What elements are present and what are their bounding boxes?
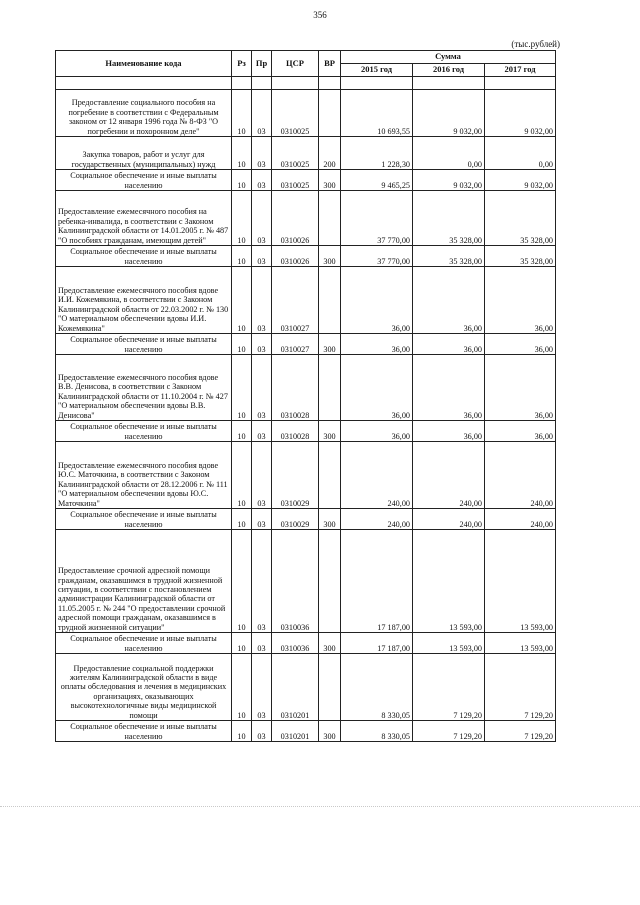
row-vr: 200 xyxy=(319,137,341,170)
row-pr: 03 xyxy=(252,633,272,654)
row-vr xyxy=(319,355,341,421)
row-vr xyxy=(319,267,341,334)
row-vr xyxy=(319,90,341,137)
row-vr: 300 xyxy=(319,721,341,742)
row-name: Социальное обеспечение и иные выплаты населению xyxy=(56,421,232,442)
table-row xyxy=(56,267,556,334)
table-row xyxy=(56,421,556,442)
row-2016: 0,00 xyxy=(413,137,485,170)
table-row xyxy=(56,721,556,742)
row-vr xyxy=(319,191,341,246)
row-name: Предоставление ежемесячного пособия вдове Ю.С. Маточкина, в соответствии с Законом Калининградской области от 28.12.2006 г. № 111 "О материальном обеспечении вдовы Ю.С. Маточкина" xyxy=(56,442,232,509)
row-2016: 240,00 xyxy=(413,509,485,530)
row-2015: 17 187,00 xyxy=(341,530,413,633)
row-2015: 37 770,00 xyxy=(341,191,413,246)
row-vr xyxy=(319,442,341,509)
row-2017: 7 129,20 xyxy=(485,721,556,742)
row-vr xyxy=(319,530,341,633)
table-row xyxy=(56,90,556,137)
row-pr: 03 xyxy=(252,654,272,721)
row-2016: 13 593,00 xyxy=(413,633,485,654)
row-pr: 03 xyxy=(252,421,272,442)
row-name: Социальное обеспечение и иные выплаты населению xyxy=(56,633,232,654)
row-csr: 0310029 xyxy=(272,509,319,530)
row-2016: 9 032,00 xyxy=(413,90,485,137)
table-row xyxy=(56,191,556,246)
row-2017: 7 129,20 xyxy=(485,654,556,721)
table-row xyxy=(56,137,556,170)
header-rz: Рз xyxy=(232,51,252,77)
row-pr: 03 xyxy=(252,90,272,137)
row-2016: 35 328,00 xyxy=(413,191,485,246)
row-pr: 03 xyxy=(252,137,272,170)
row-vr: 300 xyxy=(319,509,341,530)
row-pr: 03 xyxy=(252,530,272,633)
row-2015: 37 770,00 xyxy=(341,246,413,267)
row-2017: 9 032,00 xyxy=(485,170,556,191)
row-csr: 0310025 xyxy=(272,137,319,170)
row-pr: 03 xyxy=(252,267,272,334)
row-2017: 35 328,00 xyxy=(485,246,556,267)
row-pr: 03 xyxy=(252,442,272,509)
row-csr: 0310026 xyxy=(272,246,319,267)
row-2016: 36,00 xyxy=(413,421,485,442)
table-row xyxy=(56,334,556,355)
row-2017: 36,00 xyxy=(485,355,556,421)
row-csr: 0310029 xyxy=(272,442,319,509)
row-name: Социальное обеспечение и иные выплаты населению xyxy=(56,721,232,742)
table-row xyxy=(56,530,556,633)
table-row-spacer xyxy=(56,77,556,90)
row-2015: 8 330,05 xyxy=(341,654,413,721)
row-name: Предоставление срочной адресной помощи гражданам, оказавшимся в трудной жизненной ситуации, в соответствии с постановлением администрации Калининградской области от 11.05.2005 г. № 244 "О предоставлении срочной адресной помощи гражданам, оказавшимся в трудной жизненной ситуации" xyxy=(56,530,232,633)
row-2016: 7 129,20 xyxy=(413,654,485,721)
table-row xyxy=(56,246,556,267)
row-2016: 13 593,00 xyxy=(413,530,485,633)
row-rz: 10 xyxy=(232,246,252,267)
row-csr: 0310036 xyxy=(272,633,319,654)
row-name: Предоставление ежемесячного пособия на ребенка-инвалида, в соответствии с Законом Калининградской области от 14.01.2005 г. № 487 "О пособиях гражданам, имеющим детей" xyxy=(56,191,232,246)
row-2015: 36,00 xyxy=(341,421,413,442)
row-csr: 0310025 xyxy=(272,170,319,191)
row-2015: 36,00 xyxy=(341,334,413,355)
header-2016: 2016 год xyxy=(413,64,485,77)
row-2016: 240,00 xyxy=(413,442,485,509)
row-rz: 10 xyxy=(232,721,252,742)
row-pr: 03 xyxy=(252,334,272,355)
row-vr: 300 xyxy=(319,170,341,191)
row-2017: 9 032,00 xyxy=(485,90,556,137)
row-vr: 300 xyxy=(319,421,341,442)
row-rz: 10 xyxy=(232,267,252,334)
row-name: Социальное обеспечение и иные выплаты населению xyxy=(56,509,232,530)
row-2015: 1 228,30 xyxy=(341,137,413,170)
row-name: Закупка товаров, работ и услуг для государственных (муниципальных) нужд xyxy=(56,137,232,170)
row-csr: 0310028 xyxy=(272,421,319,442)
scan-artifact-line xyxy=(0,806,640,808)
units-label: (тыс.рублей) xyxy=(511,39,560,49)
row-name: Предоставление социальной поддержки жителям Калининградской области в виде оплаты обследования и лечения в медицинских организациях, оказывающих высокотехнологичные виды медицинской помощи xyxy=(56,654,232,721)
row-2016: 36,00 xyxy=(413,334,485,355)
row-2016: 36,00 xyxy=(413,355,485,421)
row-csr: 0310027 xyxy=(272,267,319,334)
row-vr xyxy=(319,654,341,721)
row-csr: 0310025 xyxy=(272,90,319,137)
header-2015: 2015 год xyxy=(341,64,413,77)
header-csr: ЦСР xyxy=(272,51,319,77)
row-vr: 300 xyxy=(319,246,341,267)
row-rz: 10 xyxy=(232,530,252,633)
row-csr: 0310026 xyxy=(272,191,319,246)
row-pr: 03 xyxy=(252,246,272,267)
row-csr: 0310201 xyxy=(272,721,319,742)
row-csr: 0310027 xyxy=(272,334,319,355)
row-2017: 13 593,00 xyxy=(485,530,556,633)
row-name: Предоставление социального пособия на погребение в соответствии с Федеральным законом от 12 января 1996 года № 8-ФЗ "О погребении и похоронном деле" xyxy=(56,90,232,137)
table-row xyxy=(56,509,556,530)
row-vr: 300 xyxy=(319,633,341,654)
row-pr: 03 xyxy=(252,191,272,246)
row-2016: 9 032,00 xyxy=(413,170,485,191)
row-rz: 10 xyxy=(232,355,252,421)
row-rz: 10 xyxy=(232,633,252,654)
row-pr: 03 xyxy=(252,509,272,530)
row-2015: 17 187,00 xyxy=(341,633,413,654)
table-row xyxy=(56,633,556,654)
row-csr: 0310036 xyxy=(272,530,319,633)
page-number: 356 xyxy=(313,10,327,20)
row-2017: 13 593,00 xyxy=(485,633,556,654)
row-csr: 0310201 xyxy=(272,654,319,721)
header-sum: Сумма xyxy=(341,51,556,64)
row-2017: 36,00 xyxy=(485,267,556,334)
table-row xyxy=(56,654,556,721)
row-name: Предоставление ежемесячного пособия вдове И.И. Кожемякина, в соответствии с Законом Калининградской области от 22.03.2002 г. № 130 "О материальном обеспечении вдовы И.И. Кожемякина" xyxy=(56,267,232,334)
row-2016: 35 328,00 xyxy=(413,246,485,267)
header-vr: ВР xyxy=(319,51,341,77)
header-2017: 2017 год xyxy=(485,64,556,77)
row-2016: 36,00 xyxy=(413,267,485,334)
row-2016: 7 129,20 xyxy=(413,721,485,742)
row-rz: 10 xyxy=(232,137,252,170)
row-name: Предоставление ежемесячного пособия вдове В.В. Денисова, в соответствии с Законом Калининградской области от 11.10.2004 г. № 427 "О материальном обеспечении вдовы В.В. Денисова" xyxy=(56,355,232,421)
row-name: Социальное обеспечение и иные выплаты населению xyxy=(56,334,232,355)
row-2015: 36,00 xyxy=(341,355,413,421)
row-2015: 8 330,05 xyxy=(341,721,413,742)
row-rz: 10 xyxy=(232,90,252,137)
row-2017: 36,00 xyxy=(485,334,556,355)
row-vr: 300 xyxy=(319,334,341,355)
row-2017: 240,00 xyxy=(485,509,556,530)
row-2017: 35 328,00 xyxy=(485,191,556,246)
table-row xyxy=(56,170,556,191)
row-2017: 0,00 xyxy=(485,137,556,170)
header-pr: Пр xyxy=(252,51,272,77)
row-2015: 36,00 xyxy=(341,267,413,334)
row-pr: 03 xyxy=(252,170,272,191)
row-rz: 10 xyxy=(232,654,252,721)
row-2015: 9 465,25 xyxy=(341,170,413,191)
row-2017: 36,00 xyxy=(485,421,556,442)
row-name: Социальное обеспечение и иные выплаты населению xyxy=(56,246,232,267)
row-name: Социальное обеспечение и иные выплаты населению xyxy=(56,170,232,191)
row-pr: 03 xyxy=(252,721,272,742)
table-row xyxy=(56,442,556,509)
row-rz: 10 xyxy=(232,191,252,246)
row-rz: 10 xyxy=(232,170,252,191)
row-2015: 240,00 xyxy=(341,509,413,530)
header-name: Наименование кода xyxy=(56,51,232,77)
row-2017: 240,00 xyxy=(485,442,556,509)
row-rz: 10 xyxy=(232,509,252,530)
row-rz: 10 xyxy=(232,334,252,355)
row-rz: 10 xyxy=(232,421,252,442)
row-2015: 10 693,55 xyxy=(341,90,413,137)
row-csr: 0310028 xyxy=(272,355,319,421)
row-rz: 10 xyxy=(232,442,252,509)
row-pr: 03 xyxy=(252,355,272,421)
row-2015: 240,00 xyxy=(341,442,413,509)
table-row xyxy=(56,355,556,421)
budget-table xyxy=(55,50,556,742)
